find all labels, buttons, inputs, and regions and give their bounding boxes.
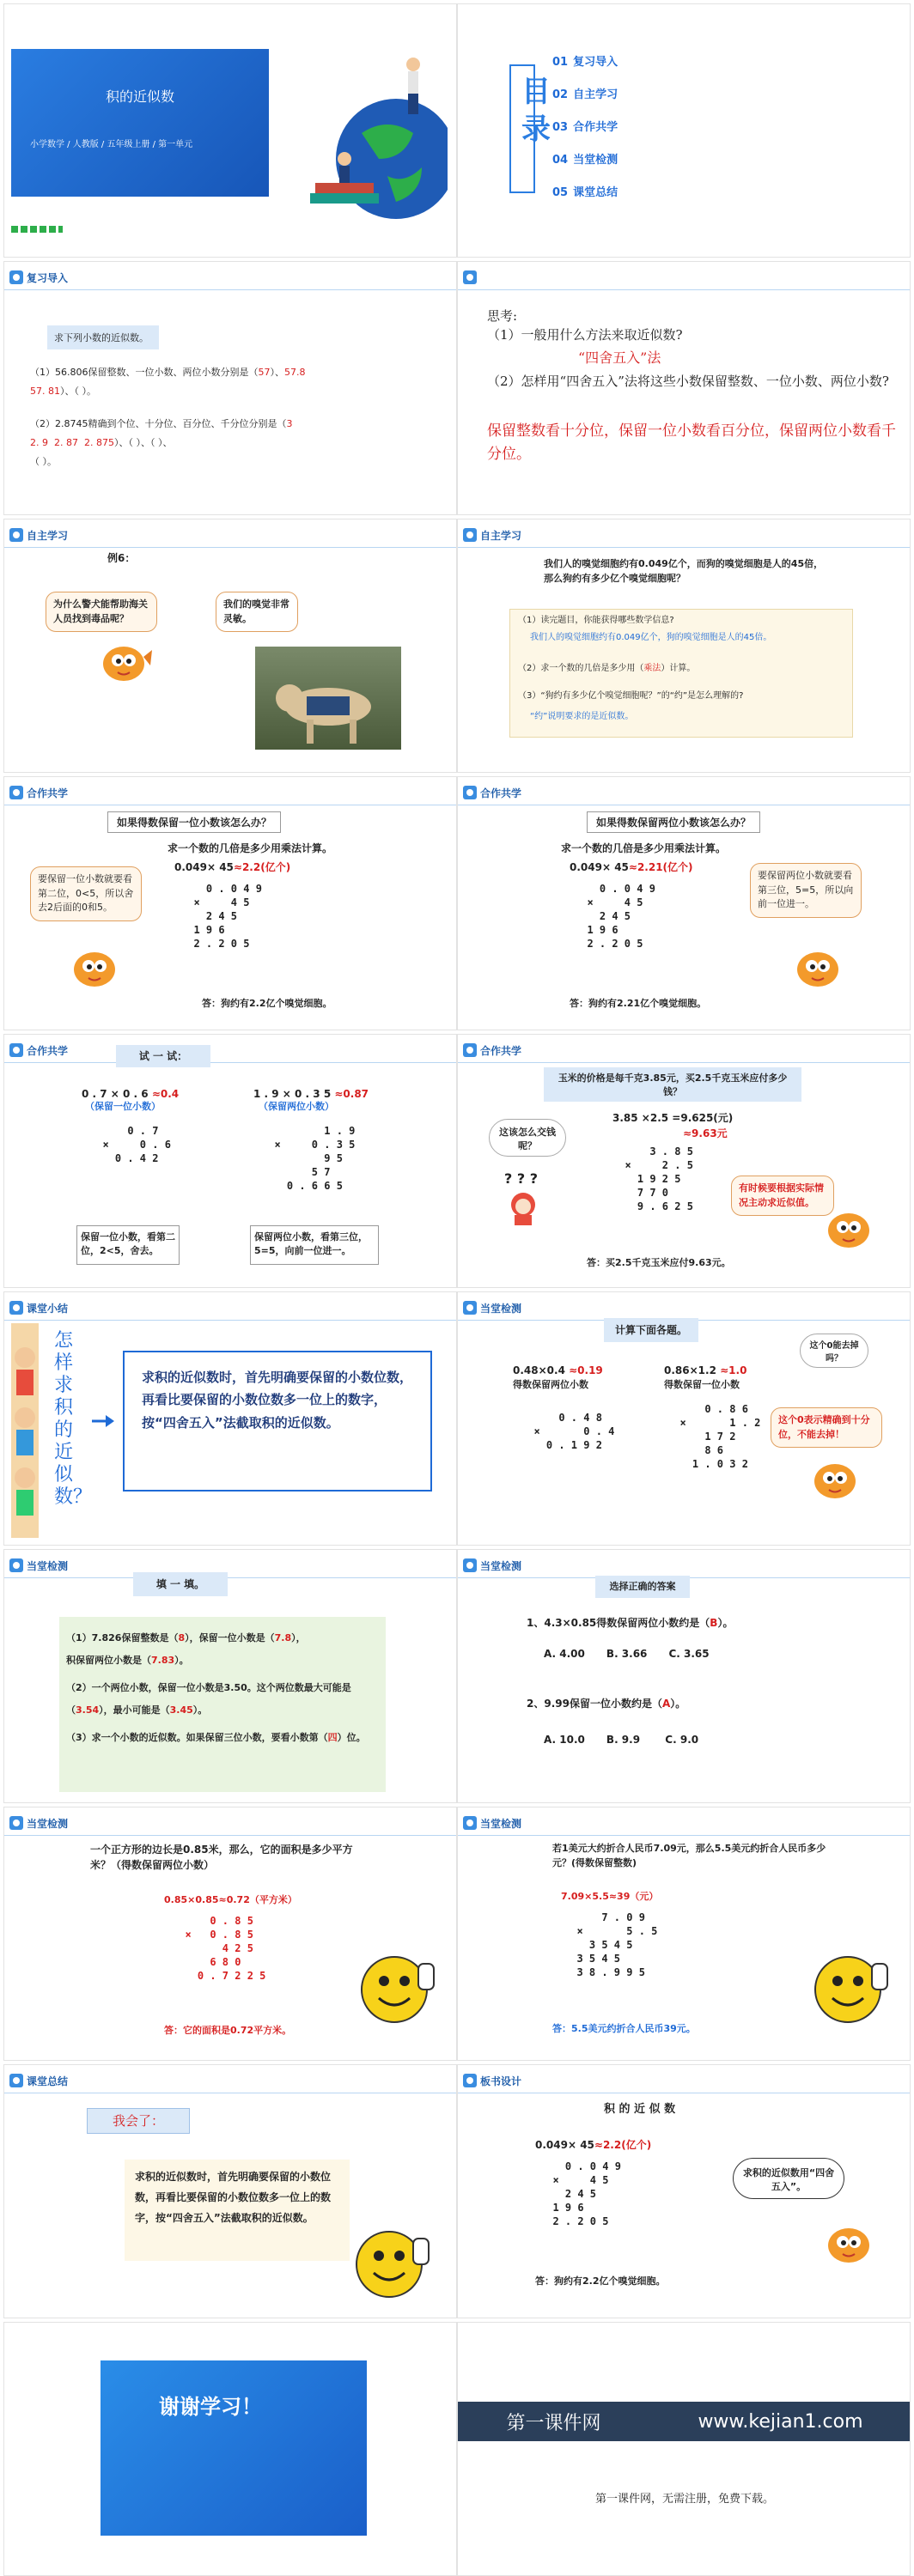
- slide-website[interactable]: [457, 2322, 911, 2576]
- square-problem: 一个正方形的边长是0.85米，那么，它的面积是多少平方米？（得数保留两位小数）: [90, 1844, 353, 1871]
- think-a2: 保留整数看十分位，保留一位小数看百分位，保留两位小数看千分位。: [487, 422, 896, 464]
- header-divider: [458, 289, 910, 290]
- logo-icon: [9, 1043, 23, 1057]
- text: （2）2.8745精确到个位、十分位、百分位、千分位分别是（: [30, 418, 287, 429]
- result: ≈0.4: [151, 1088, 180, 1100]
- slide-fill-in[interactable]: [3, 1549, 457, 1803]
- header-divider: [4, 289, 456, 290]
- answer-text: 答：5.5美元约折合人民币39元。: [552, 2023, 696, 2034]
- test-calc-1: 0 . 4 8 × 0 . 4 0 . 1 9 2: [533, 1412, 615, 1451]
- header-divider: [4, 1835, 456, 1836]
- slide-review[interactable]: [3, 261, 457, 515]
- slide-header: [4, 1040, 68, 1060]
- answer: 2. 875: [84, 437, 114, 448]
- analysis-q1: （1）读完题目，你能获得哪些数学信息?: [518, 616, 674, 625]
- slide-thanks[interactable]: [3, 2322, 457, 2576]
- answer: 2. 87: [54, 437, 78, 448]
- test-note-2: 得数保留一位小数: [664, 1379, 740, 1390]
- logo-icon: [463, 270, 477, 284]
- think-q2: （2）怎样用“四舍五入”法将这些小数保留整数、一位小数、两位小数?: [487, 374, 889, 389]
- corn-expression: [612, 1110, 733, 1126]
- fish-icon: [805, 1457, 865, 1502]
- contents-heading-bottom: 录: [521, 112, 551, 147]
- text: ）位。: [337, 1732, 366, 1743]
- text: ）、（ ）。: [60, 386, 96, 397]
- text: ）。: [174, 1655, 189, 1666]
- slide-header: [458, 1297, 521, 1318]
- text: ），最小可能是（: [99, 1704, 170, 1716]
- slide-summary-2[interactable]: [3, 2064, 457, 2318]
- slide-one-decimal[interactable]: [3, 776, 457, 1030]
- header-title: 合作共学: [480, 787, 522, 799]
- cover-subtitle: 小学数学 / 人教版 / 五年级上册 / 第一单元: [30, 140, 193, 149]
- answer: 3: [286, 418, 293, 429]
- header-divider: [4, 1062, 456, 1063]
- answer: 3.45: [169, 1704, 193, 1716]
- try-note-2: （保留两位小数）: [259, 1101, 334, 1112]
- logo-icon: [9, 1301, 23, 1315]
- thanks-title: 谢谢学习！: [159, 2395, 262, 2419]
- slide-cover[interactable]: [3, 3, 457, 258]
- try-calc-1: 0 . 7 × 0 . 6 0 . 4 2: [102, 1125, 171, 1164]
- result: ≈2.21(亿个): [628, 861, 693, 873]
- toc-label: 合作共学: [573, 121, 618, 134]
- try-calc-2: 1 . 9 × 0 . 3 5 9 5 5 7 0 . 6 6 5: [274, 1125, 356, 1192]
- text: ）、: [270, 367, 284, 378]
- text: ）。: [670, 1698, 686, 1710]
- expr: 1 . 9 × 0 . 3 5: [253, 1088, 332, 1100]
- slide-try[interactable]: [3, 1034, 457, 1288]
- logo-icon: [463, 528, 477, 542]
- think-q1: （1）一般用什么方法来取近似数?: [487, 327, 683, 343]
- expr: 0 . 7 × 0 . 6: [82, 1088, 149, 1100]
- expr: 0.86×1.2: [664, 1364, 716, 1376]
- toc-num: 05: [552, 186, 569, 199]
- header-title: 课堂总结: [27, 2075, 69, 2087]
- slide-header: [4, 1297, 68, 1318]
- expr: 0.48×0.4: [513, 1364, 565, 1376]
- answer-text: 答：狗约有2.2亿个嗅觉细胞。: [202, 998, 332, 1009]
- toc-num: 02: [552, 88, 569, 101]
- logo-icon: [9, 270, 23, 284]
- thinking-cloud: 这个0能去掉吗？: [800, 1334, 868, 1368]
- slide-choice[interactable]: [457, 1549, 911, 1803]
- fish-icon: [819, 2221, 879, 2266]
- method-text: 求一个数的几倍是多少用乘法计算。: [561, 842, 727, 854]
- answer: 57.8: [284, 367, 306, 378]
- answer: A: [661, 1698, 671, 1710]
- logo-icon: [463, 786, 477, 799]
- test-expr-2: [664, 1363, 746, 1378]
- square-calc: 0 . 8 5 × 0 . 8 5 4 2 5 6 8 0 0 . 7 2 2 5: [185, 1915, 266, 1982]
- learned-text: 求积的近似数时，首先明确要保留的小数位数，再看比要保留的小数位数多一位上的数字，按“四舍五入”法截取积的近似数。: [125, 2160, 350, 2261]
- fish-icon: [94, 640, 154, 684]
- header-title: 课堂小结: [27, 1302, 69, 1315]
- website-banner[interactable]: [458, 2402, 911, 2441]
- result: =9.625(元): [672, 1112, 734, 1124]
- test-note-1: 得数保留两位小数: [513, 1379, 588, 1390]
- toc-label: 当堂检测: [573, 154, 618, 167]
- fish-question-bubble: 为什么警犬能帮助海关人员找到毒品呢？: [46, 592, 157, 632]
- cartoon-character-icon: [506, 1189, 540, 1227]
- logo-icon: [463, 2074, 477, 2087]
- slide-corn[interactable]: [457, 1034, 911, 1288]
- fish-icon: [64, 945, 125, 990]
- dog-answer-bubble: 我们的嗅觉非常灵敏。: [216, 592, 298, 632]
- thinking-cloud: 这该怎么交钱呢？: [489, 1119, 566, 1157]
- dollar-calc: 7 . 0 9 × 5 . 5 3 5 4 5 3 5 4 5 3 8 . 9 9 5: [576, 1911, 658, 1978]
- answer-text: 答：它的面积是0.72平方米。: [164, 2025, 292, 2036]
- slide-example[interactable]: [3, 519, 457, 773]
- answer: 57. 81: [30, 386, 60, 397]
- arrow-right-icon: [90, 1413, 116, 1430]
- expr: 0.049× 45: [174, 861, 234, 873]
- text: ）。: [192, 1704, 208, 1716]
- answer: 7.8: [274, 1632, 292, 1643]
- header-divider: [4, 1577, 456, 1578]
- corn-rounded: ≈9.63元: [683, 1127, 728, 1139]
- header-title: 当堂检测: [480, 1302, 522, 1315]
- choice-title: 选择正确的答案: [595, 1576, 690, 1598]
- logo-icon: [9, 1816, 23, 1830]
- slide-dollar[interactable]: [457, 1807, 911, 2061]
- think-a1: “四舍五入”法: [578, 349, 661, 366]
- question-box: 如果得数保留一位小数该怎么办？: [107, 811, 281, 833]
- answer: 四: [327, 1732, 338, 1743]
- slide-header: [458, 1813, 521, 1833]
- header-title: 当堂检测: [27, 1817, 69, 1830]
- summary-box: 求积的近似数时，首先明确要保留的小数位数，再看比要保留的小数位数多一位上的数字，按“四舍五入”法截取积的近似数。: [123, 1351, 432, 1492]
- choice-q2: [527, 1696, 686, 1711]
- contents-heading-top: 目: [521, 75, 551, 109]
- text: 2、9.99保留一位小数约是（: [527, 1698, 662, 1710]
- police-dog-photo: [255, 647, 401, 750]
- answer: B: [710, 1617, 718, 1629]
- fill-q2: [66, 1677, 379, 1722]
- review-q2: [30, 415, 442, 471]
- toc-label: 复习导入: [573, 56, 618, 69]
- analysis-q2: [518, 662, 695, 675]
- slide-think[interactable]: [457, 261, 911, 515]
- vertical-calculation: 0 . 0 4 9 × 4 5 2 4 5 1 9 6 2 . 2 0 5: [193, 883, 262, 950]
- test-calc-2: 0 . 8 6 × 1 . 2 1 7 2 8 6 1 . 0 3 2: [679, 1403, 761, 1470]
- header-divider: [458, 547, 910, 548]
- think-label: 思考:: [487, 308, 518, 324]
- header-divider: [458, 1062, 910, 1063]
- example-label: 例6：: [107, 552, 136, 564]
- globe-illustration-icon: [293, 30, 448, 236]
- fish-icon: [788, 945, 848, 990]
- cover-blue-panel: [11, 49, 269, 197]
- header-title: 当堂检测: [480, 1817, 522, 1830]
- review-box-title: 求下列小数的近似数。: [47, 325, 159, 349]
- slide-board[interactable]: [457, 2064, 911, 2318]
- fill-title: 填 一 填。: [133, 1572, 228, 1596]
- text: 1、4.3×0.85得数保留两位小数约是（: [527, 1617, 710, 1629]
- slide-header: [4, 1555, 68, 1576]
- slide-summary-1[interactable]: [3, 1291, 457, 1546]
- logo-icon: [463, 1816, 477, 1830]
- toc-num: 01: [552, 56, 569, 69]
- answer-text: 答：狗约有2.21亿个嗅觉细胞。: [570, 998, 707, 1009]
- slide-square[interactable]: [3, 1807, 457, 2061]
- website-url[interactable]: www.kejian1.com: [698, 2410, 863, 2433]
- logo-icon: [9, 528, 23, 542]
- result: ≈2.2(亿个): [233, 861, 291, 873]
- result: ≈0.19: [569, 1364, 603, 1376]
- slide-header: [4, 267, 68, 288]
- slide-header: [458, 267, 477, 288]
- try-hint-1: 保留一位小数，看第二位，2<5，舍去。: [76, 1225, 180, 1265]
- header-divider: [458, 1835, 910, 1836]
- header-title: 板书设计: [480, 2075, 522, 2087]
- header-divider: [4, 547, 456, 548]
- vertical-question: 怎样求积的近似数？: [54, 1330, 93, 1508]
- toc-item-2[interactable]: [552, 85, 618, 101]
- cover-title: 积的近似数: [105, 88, 174, 105]
- text: 积保留两位小数是（: [66, 1655, 151, 1666]
- fill-q1: [66, 1627, 379, 1672]
- logo-icon: [463, 1043, 477, 1057]
- hint-bubble: 要保留一位小数就要看第二位，0<5，所以舍去2后面的0和5。: [30, 866, 142, 921]
- slide-header: [4, 2070, 68, 2091]
- answer: 3.54: [76, 1704, 100, 1716]
- test-expr-1: [513, 1363, 603, 1378]
- dollar-problem: 若1美元大约折合人民币7.09元，那么5.5美元约折合人民币多少元？(得数保留整数): [552, 1843, 826, 1868]
- slide-header: [4, 525, 68, 545]
- hint-bubble: 要保留两位小数就要看第三位，5=5，所以向前一位进一。: [750, 863, 862, 918]
- question-box: 如果得数保留两位小数该怎么办？: [587, 811, 760, 833]
- toc-label: 自主学习: [573, 88, 618, 101]
- text: ）。: [717, 1617, 734, 1629]
- fish-icon: [819, 1206, 879, 1251]
- text: （1）7.826保留整数是（: [66, 1632, 179, 1643]
- learned-banner: 我会了：: [87, 2108, 190, 2134]
- result: ≈1.0: [720, 1364, 747, 1376]
- slide-header: [458, 525, 521, 545]
- logo-icon: [463, 1558, 477, 1572]
- answer-text: 答：买2.5千克玉米应付9.63元。: [587, 1257, 731, 1268]
- text: ），保留一位小数是（: [185, 1632, 275, 1643]
- expression: [174, 860, 290, 875]
- contents-heading: [521, 73, 551, 149]
- answer: 8: [178, 1632, 186, 1643]
- answer: 2. 9: [30, 437, 48, 448]
- header-title: 当堂检测: [480, 1559, 522, 1572]
- board-calc: 0 . 0 4 9 × 4 5 2 4 5 1 9 6 2 . 2 0 5: [552, 2160, 621, 2227]
- slide-test-1[interactable]: [457, 1291, 911, 1546]
- method-text: 求一个数的几倍是多少用乘法计算。: [168, 842, 333, 854]
- choice-q1-options: A. 4.00 B. 3.66 C. 3.65: [544, 1648, 710, 1660]
- header-title: 合作共学: [480, 1044, 522, 1057]
- header-title: 当堂检测: [27, 1559, 69, 1572]
- slide-contents[interactable]: [457, 3, 911, 258]
- header-title: 合作共学: [27, 787, 69, 799]
- analysis-q3: （3）“狗约有多少亿个嗅觉细胞呢？”的“约”是怎么理解的?: [518, 691, 744, 701]
- brand-name: 第一课件网: [506, 2412, 601, 2434]
- thumbs-up-smiley-icon: [810, 1945, 893, 2027]
- analysis-a3: “约”说明要求的是近似数。: [530, 712, 634, 721]
- review-q1: [30, 363, 442, 401]
- board-bubble: 求积的近似数用“四舍五入”。: [733, 2158, 844, 2199]
- text: ），: [291, 1632, 306, 1643]
- logo-icon: [9, 2074, 23, 2087]
- thanks-panel: [101, 2360, 367, 2536]
- vertical-calculation: 0 . 0 4 9 × 4 5 2 4 5 1 9 6 2 . 2 0 5: [587, 883, 655, 950]
- thumbs-up-smiley-icon: [356, 1945, 439, 2027]
- expression: [570, 860, 693, 875]
- fill-q3: [66, 1727, 379, 1749]
- answer-text: 答：狗约有2.2亿个嗅觉细胞。: [535, 2275, 666, 2287]
- logo-icon: [9, 786, 23, 799]
- toc-item-3[interactable]: [552, 118, 618, 134]
- toc-item-1[interactable]: [552, 52, 618, 69]
- text: （2）求一个数的几倍是多少用（: [518, 664, 644, 673]
- question-marks: ? ? ?: [504, 1170, 538, 1187]
- toc-item-4[interactable]: [552, 150, 618, 167]
- slide-header: [4, 1813, 68, 1833]
- header-title: 自主学习: [480, 529, 522, 542]
- try-hint-2: 保留两位小数，看第三位，5=5，向前一位进一。: [250, 1225, 379, 1265]
- header-title: 合作共学: [27, 1044, 69, 1057]
- slide-problem[interactable]: [457, 519, 911, 773]
- header-title: 自主学习: [27, 529, 69, 542]
- choice-q1: [527, 1615, 733, 1631]
- try-note-1: （保留一位小数）: [85, 1101, 161, 1112]
- dollar-expression: 7.09×5.5≈39（元）: [561, 1891, 659, 1902]
- text: ）、（ ）、（ ）、: [114, 437, 173, 448]
- answer: 7.83: [151, 1655, 175, 1666]
- toc-num: 03: [552, 121, 569, 134]
- text: ）计算。: [661, 664, 696, 673]
- result: ≈0.87: [334, 1088, 369, 1100]
- toc-label: 课堂总结: [573, 186, 618, 199]
- expr: 0.049× 45: [570, 861, 629, 873]
- thumbs-up-smiley-icon: [351, 2220, 434, 2302]
- analysis-a1: 我们人的嗅觉细胞约有0.049亿个，狗的嗅觉细胞是人的45倍。: [530, 633, 772, 642]
- answer: 57: [258, 367, 271, 378]
- try-title: 试 一 试：: [116, 1045, 210, 1067]
- hint-bubble: 有时候要根据实际情况主动求近似值。: [731, 1176, 834, 1216]
- slide-header: [458, 1040, 521, 1060]
- logo-icon: [463, 1301, 477, 1315]
- expr: 0.049× 45: [535, 2139, 594, 2151]
- text: （3）求一个小数的近似数。如果保留三位小数，要看小数第（: [66, 1732, 328, 1743]
- square-expression: 0.85×0.85≈0.72（平方米）: [164, 1894, 297, 1905]
- dog-icon: [255, 647, 401, 750]
- board-title: 积 的 近 似 数: [604, 2103, 676, 2116]
- answer: 乘法: [643, 664, 661, 673]
- cover-stripe: [11, 226, 63, 233]
- board-expression: [535, 2137, 651, 2153]
- hint-bubble: 这个0表示精确到十分位，不能去掉！: [771, 1407, 882, 1448]
- slide-header: [4, 782, 68, 803]
- test-title: 计算下面各题。: [604, 1318, 698, 1342]
- corn-problem: 玉米的价格是每千克3.85元，买2.5千克玉米应付多少钱？: [544, 1067, 801, 1102]
- slide-two-decimal[interactable]: [457, 776, 911, 1030]
- text: （ ）。: [30, 456, 57, 467]
- result: ≈2.2(亿个): [594, 2139, 652, 2151]
- header-divider: [4, 1320, 456, 1321]
- kids-illustration-icon: [8, 1323, 42, 1538]
- website-note: 第一课件网，无需注册，免费下载。: [594, 2493, 774, 2506]
- choice-q2-options: A. 10.0 B. 9.9 C. 9.0: [544, 1734, 699, 1746]
- slide-header: [458, 1555, 521, 1576]
- toc-num: 04: [552, 154, 569, 167]
- problem-text: 我们人的嗅觉细胞约有0.049亿个，而狗的嗅觉细胞是人的45倍，那么狗约有多少亿个嗅觉细胞呢？: [544, 558, 824, 584]
- text: （2）一个两位小数，保留一位小数是3.50。这个两位数最大可能是（: [66, 1682, 351, 1716]
- text: （1）56.806保留整数、一位小数、两位小数分别是（: [30, 367, 259, 378]
- toc-item-5[interactable]: [552, 183, 618, 199]
- expr: 3.85 ×2.5: [612, 1112, 669, 1124]
- corn-calc: 3 . 8 5 × 2 . 5 1 9 2 5 7 7 0 9 . 6 2 5: [625, 1145, 693, 1212]
- slide-header: [458, 782, 521, 803]
- slide-header: [458, 2070, 521, 2091]
- logo-icon: [9, 1558, 23, 1572]
- header-title: 复习导入: [27, 271, 69, 284]
